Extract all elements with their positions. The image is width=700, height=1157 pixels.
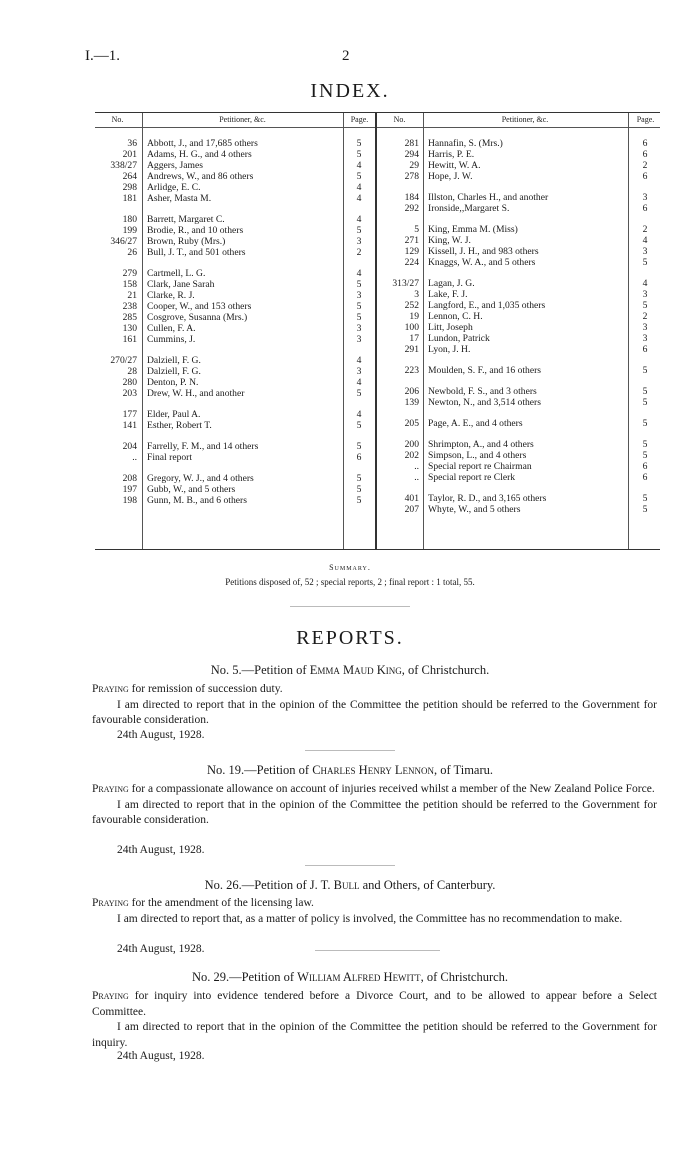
petitioner-name: Andrews, W., and 86 others	[147, 171, 254, 182]
petition-number: 180	[122, 214, 137, 225]
petition-number: 206	[404, 386, 419, 397]
petitioner-name: Aggers, James	[147, 160, 203, 171]
petition-number: 280	[122, 377, 137, 388]
col-header-page-right: Page.	[636, 115, 655, 124]
divider	[290, 606, 410, 607]
petitioner-name: Arlidge, E. C.	[147, 182, 201, 193]
page-reference: 3	[356, 290, 362, 301]
index-row	[95, 365, 660, 376]
page-reference: 5	[356, 388, 362, 399]
petitioner-name: Dalziell, F. G.	[147, 355, 201, 366]
page-reference: 2	[356, 247, 362, 258]
index-row	[95, 171, 660, 182]
page-reference: 5	[356, 484, 362, 495]
page-reference: 5	[356, 149, 362, 160]
petitioner-name: Lyon, J. H.	[428, 344, 471, 355]
petitioner-name: King, W. J.	[428, 235, 471, 246]
petitioner-name: Barrett, Margaret C.	[147, 214, 225, 225]
col-header-petitioner: Petitioner, &c.	[219, 115, 266, 124]
page-reference: 4	[356, 193, 362, 204]
petitioner-name: Hope, J. W.	[428, 171, 473, 182]
petitioner-name: William Alfred Hewitt	[297, 970, 421, 984]
index-row	[95, 289, 660, 300]
petitioner-name: Newbold, F. S., and 3 others	[428, 386, 537, 397]
index-row	[95, 257, 660, 268]
page-reference: 3	[642, 322, 648, 333]
petition-number: 3	[414, 289, 419, 300]
summary-text: Petitions disposed of, 52 ; special reports, 2 ; final report : 1 total, 55.	[225, 577, 475, 587]
index-row	[95, 461, 660, 472]
index-row	[95, 300, 660, 311]
petitioner-name: Illston, Charles H., and another	[428, 192, 549, 203]
petitioner-name: King, Emma M. (Miss)	[428, 224, 518, 235]
index-row	[95, 386, 660, 397]
page-reference: 3	[642, 289, 648, 300]
page-reference: 6	[642, 138, 648, 149]
report-date: 24th August, 1928.	[117, 729, 205, 741]
petitioner-name: Cartmell, L. G.	[147, 268, 206, 279]
page-reference: 4	[356, 409, 362, 420]
petition-number: 278	[404, 171, 419, 182]
petitioner-name: Cooper, W., and 153 others	[147, 301, 252, 312]
index-row	[95, 246, 660, 257]
petitioner-name: Harris, P. E.	[428, 149, 475, 160]
petition-number: 184	[404, 192, 419, 203]
petition-number: 130	[122, 323, 137, 334]
petition-number: 21	[127, 290, 137, 301]
report-body: Praying for remission of succession duty. I am directed to report that in the opinion of the Committee the petition should be referred to the Government for favourable consideration.	[92, 683, 657, 726]
index-table	[95, 112, 660, 550]
page-reference: 6	[642, 203, 648, 214]
petitioner-name: Newton, N., and 3,514 others	[428, 397, 541, 408]
page-reference: 6	[642, 472, 648, 483]
petition-number: 19	[409, 311, 419, 322]
index-row	[95, 278, 660, 289]
petitioner-name: Bull, J. T., and 501 others	[147, 247, 246, 258]
page-reference: 5	[356, 301, 362, 312]
petitioner-name: Litt, Joseph	[428, 322, 473, 333]
index-row	[95, 149, 660, 160]
index-row	[95, 450, 660, 461]
petitioner-name: Lake, F. J.	[428, 289, 468, 300]
page-reference: 4	[356, 377, 362, 388]
petition-number: ..	[132, 452, 137, 463]
petition-number: 346/27	[110, 236, 137, 247]
petitioner-name: Kissell, J. H., and 983 others	[428, 246, 539, 257]
petitioner-name: Gubb, W., and 5 others	[147, 484, 236, 495]
page-reference: 4	[642, 235, 648, 246]
petitioner-name: Special report re Chairman	[428, 461, 532, 472]
report-date: 24th August, 1928.	[117, 844, 205, 856]
petition-number: 224	[404, 257, 419, 268]
page-reference: 6	[642, 461, 648, 472]
page-reference: 5	[356, 171, 362, 182]
petitioner-name: Gunn, M. B., and 6 others	[147, 495, 247, 506]
petitioner-name: Whyte, W., and 5 others	[428, 504, 521, 515]
index-row	[95, 418, 660, 429]
petition-number: 207	[404, 504, 419, 515]
index-row	[95, 504, 660, 515]
petition-number: 252	[404, 300, 419, 311]
petitioner-name: Elder, Paul A.	[147, 409, 201, 420]
petitioner-name: Gregory, W. J., and 4 others	[147, 473, 254, 484]
index-row	[95, 333, 660, 344]
page-reference: 5	[642, 493, 648, 504]
report-body: Praying for a compassionate allowance on account of injuries received whilst a member of the New Zealand Police Force. I am directed to report that in the opinion of the Committee the petition should be referred to the Government for favourable consideration.	[92, 783, 657, 826]
index-row	[95, 224, 660, 235]
petition-number: 200	[404, 439, 419, 450]
index-row	[95, 203, 660, 214]
page-reference: 5	[356, 473, 362, 484]
page-reference: 4	[356, 214, 362, 225]
report-body: Praying for the amendment of the licensing law. I am directed to report that, as a matter of policy is involved, the Committee has no recommendation to make.	[92, 897, 623, 925]
index-row	[95, 138, 660, 149]
petition-number: 271	[404, 235, 419, 246]
report-heading: No. 29.—Petition of William Alfred Hewitt, of Christchurch.	[191, 970, 509, 984]
col-header-no: No.	[111, 115, 124, 124]
petitioner-name: Brown, Ruby (Mrs.)	[147, 236, 226, 247]
report-date: 24th August, 1928.	[117, 1050, 205, 1062]
petitioner-name: Hewitt, W. A.	[428, 160, 481, 171]
page-reference: 3	[356, 334, 362, 345]
page-reference: 5	[642, 365, 648, 376]
petitioner-name: Dalziell, F. G.	[147, 366, 201, 377]
petition-number: 199	[122, 225, 137, 236]
petition-number: 401	[404, 493, 419, 504]
page-reference: 3	[356, 236, 362, 247]
reports-title: REPORTS.	[296, 627, 404, 649]
petition-number: 198	[122, 495, 137, 506]
report-date: 24th August, 1928.	[117, 943, 205, 955]
petition-number: 129	[404, 246, 419, 257]
index-row	[95, 311, 660, 322]
petitioner-name: Bull	[333, 878, 360, 892]
index-row	[95, 472, 660, 483]
petition-number: 139	[404, 397, 419, 408]
page-reference: 5	[642, 450, 648, 461]
petitioner-name: Lagan, J. G.	[428, 278, 475, 289]
petition-number: 197	[122, 484, 137, 495]
page-reference: 6	[642, 344, 648, 355]
petitioner-name: Special report re Clerk	[428, 472, 516, 483]
petition-number: 238	[122, 301, 137, 312]
petitioner-name: Clarke, R. J.	[147, 290, 195, 301]
report-body: Praying for inquiry into evidence tendered before a Divorce Court, and to be allowed to appear before a Select Committee. I am directed to report that in the opinion of the Committee the petition should be referred to the Government for inquiry.	[92, 990, 657, 1049]
petition-number: 181	[122, 193, 137, 204]
index-table-header	[95, 113, 660, 128]
petition-number: 177	[122, 409, 137, 420]
report-heading: No. 19.—Petition of Charles Henry Lennon, of Timaru.	[206, 763, 494, 777]
petitioner-name: Cosgrove, Susanna (Mrs.)	[147, 312, 248, 323]
page-reference: 5	[642, 300, 648, 311]
petitioner-name: Denton, P. N.	[147, 377, 199, 388]
petitioner-name: Drew, W. H., and another	[147, 388, 245, 399]
document-reference: I.—1.	[85, 48, 120, 64]
page-reference: 5	[356, 495, 362, 506]
petition-number: 203	[122, 388, 137, 399]
petitioner-name: Asher, Masta M.	[147, 193, 212, 204]
petition-number: 5	[414, 224, 419, 235]
page-reference: 3	[356, 323, 362, 334]
col-header-no-right: No.	[393, 115, 406, 124]
page-number: 2	[342, 48, 350, 64]
page-reference: 4	[642, 278, 648, 289]
col-header-petitioner-right: Petitioner, &c.	[501, 115, 549, 124]
page-reference: 5	[642, 397, 648, 408]
page-reference: 3	[642, 192, 648, 203]
petition-number: 338/27	[110, 160, 137, 171]
petitioner-name: Clark, Jane Sarah	[147, 279, 215, 290]
petition-number: 291	[404, 344, 419, 355]
petitioner-name: Farrelly, F. M., and 14 others	[147, 441, 259, 452]
index-row	[95, 439, 660, 450]
petition-number: 264	[122, 171, 137, 182]
page-reference: 5	[356, 441, 362, 452]
page-reference: 5	[642, 257, 648, 268]
petitioner-name: Moulden, S. F., and 16 others	[428, 365, 542, 376]
petition-number: 201	[122, 149, 137, 160]
petitioner-name: Hannafin, S. (Mrs.)	[428, 138, 503, 149]
petition-number: 298	[122, 182, 137, 193]
petition-number: 202	[404, 450, 419, 461]
petition-number: 208	[122, 473, 137, 484]
page-reference: 4	[356, 268, 362, 279]
page-reference: 4	[356, 182, 362, 193]
page-reference: 5	[356, 312, 362, 323]
divider	[315, 950, 440, 951]
petitioner-name: Abbott, J., and 17,685 others	[147, 138, 258, 149]
petition-number: 294	[404, 149, 419, 160]
petitioner-name: Page, A. E., and 4 others	[428, 418, 523, 429]
petitioner-name: Simpson, L., and 4 others	[428, 450, 527, 461]
page-reference: 6	[642, 149, 648, 160]
petitioner-name: Cullen, F. A.	[147, 323, 196, 334]
col-header-page: Page.	[350, 115, 369, 124]
report-heading: No. 26.—Petition of J. T. Bull and Others, of Canterbury.	[204, 878, 496, 892]
divider	[305, 865, 395, 866]
page-reference: 5	[642, 418, 648, 429]
page-reference: 5	[356, 420, 362, 431]
index-row	[95, 235, 660, 246]
petitioner-name: Taylor, R. D., and 3,165 others	[428, 493, 547, 504]
petitioner-name: Cummins, J.	[147, 334, 196, 345]
index-row	[95, 344, 660, 355]
petitioner-name: Final report	[147, 452, 193, 463]
page-reference: 3	[356, 366, 362, 377]
divider	[305, 750, 395, 751]
report-heading: No. 5.—Petition of Emma Maud King, of Christchurch.	[210, 663, 490, 677]
petition-number: 17	[409, 333, 419, 344]
summary-title: Summary.	[329, 563, 371, 572]
petitioner-name: Esther, Robert T.	[147, 420, 212, 431]
petition-number: 100	[404, 322, 419, 333]
petition-number: 36	[127, 138, 137, 149]
page-reference: 6	[642, 171, 648, 182]
petition-number: 29	[409, 160, 419, 171]
petition-number: 141	[122, 420, 137, 431]
petitioner-name: Langford, E., and 1,035 others	[428, 300, 546, 311]
page-reference: 5	[356, 225, 362, 236]
petition-number: 281	[404, 138, 419, 149]
index-row	[95, 397, 660, 408]
petitioner-name: Charles Henry Lennon	[312, 763, 434, 777]
petition-number: ..	[414, 472, 419, 483]
petitioner-name: Lundon, Patrick	[428, 333, 490, 344]
page-reference: 3	[642, 333, 648, 344]
page-reference: 5	[642, 504, 648, 515]
page-reference: 5	[642, 386, 648, 397]
petition-number: 223	[404, 365, 419, 376]
index-row	[95, 192, 660, 203]
petitioner-name: Ironside,,Margaret S.	[428, 203, 510, 214]
page-reference: 3	[642, 246, 648, 257]
page-reference: 6	[356, 452, 362, 463]
page-reference: 2	[642, 311, 648, 322]
index-row	[95, 160, 660, 171]
page-reference: 5	[642, 439, 648, 450]
page-reference: 5	[356, 279, 362, 290]
petition-number: 270/27	[110, 355, 137, 366]
petitioner-name: Lennon, C. H.	[428, 311, 483, 322]
petition-number: 26	[127, 247, 137, 258]
petitioner-name: Shrimpton, A., and 4 others	[428, 439, 534, 450]
petitioner-name: Adams, H. G., and 4 others	[147, 149, 252, 160]
petition-number: 285	[122, 312, 137, 323]
index-row	[95, 493, 660, 504]
index-row	[95, 322, 660, 333]
page-reference: 2	[642, 160, 648, 171]
petitioner-name: Brodie, R., and 10 others	[147, 225, 244, 236]
petition-number: 204	[122, 441, 137, 452]
petition-number: 279	[122, 268, 137, 279]
page-reference: 4	[356, 355, 362, 366]
petition-number: 158	[122, 279, 137, 290]
page-reference: 4	[356, 160, 362, 171]
petition-number: 313/27	[392, 278, 419, 289]
petitioner-name: Knaggs, W. A., and 5 others	[428, 257, 536, 268]
petition-number: ..	[414, 461, 419, 472]
petition-number: 292	[404, 203, 419, 214]
petition-number: 161	[122, 334, 137, 345]
petition-number: 205	[404, 418, 419, 429]
index-title: INDEX.	[310, 80, 390, 102]
page-reference: 2	[642, 224, 648, 235]
petition-number: 28	[127, 366, 137, 377]
petitioner-name: Emma Maud King	[309, 663, 402, 677]
page-reference: 5	[356, 138, 362, 149]
